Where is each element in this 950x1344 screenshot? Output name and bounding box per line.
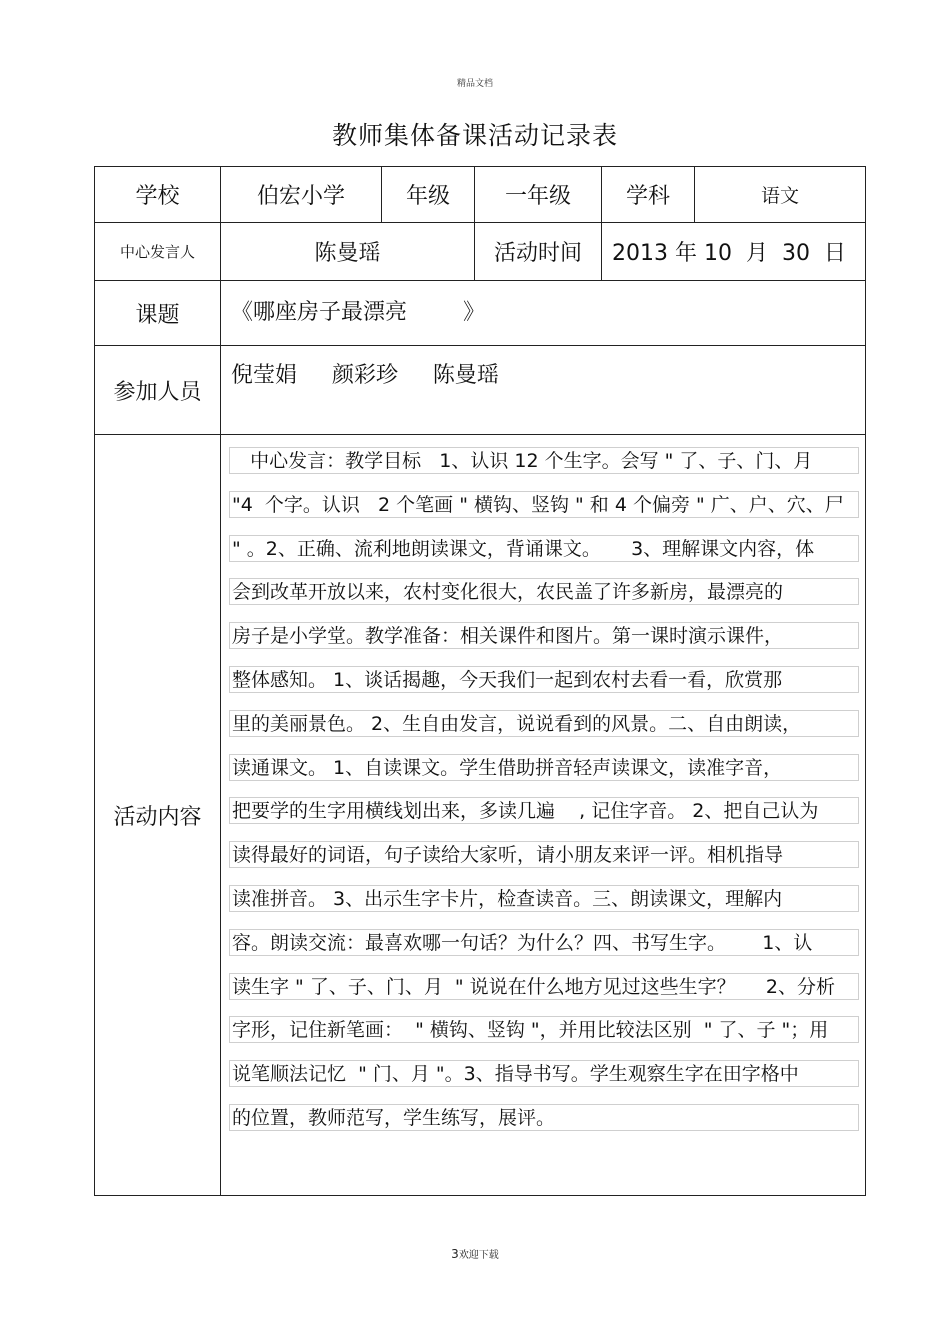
topic-value: 《哪座房子最漂亮 》 bbox=[231, 300, 485, 325]
grade-value: 一年级 bbox=[504, 184, 571, 209]
time-value: 2013 年 10 月 30 日 bbox=[612, 241, 846, 266]
content-line: 读生字 " 了、子、门、月 " 说说在什么地方见过这些生字？ 2、分析 bbox=[229, 973, 859, 1000]
content-line: 会到改革开放以来，农村变化很大，农民盖了许多新房，最漂亮的 bbox=[229, 578, 859, 605]
activity-content bbox=[229, 447, 859, 1148]
content-line: 中心发言：教学目标 1、认识 12 个生字。会写 " 了、子、门、月 bbox=[229, 447, 859, 474]
content-line: 的位置，教师范写，学生练写，展评。 bbox=[229, 1104, 859, 1131]
content-line: 里的美丽景色。 2、生自由发言，说说看到的风景。二、自由朗读， bbox=[229, 710, 859, 737]
grade-label: 年级 bbox=[405, 184, 450, 209]
header-note: 精品文档 bbox=[456, 79, 493, 89]
document-title: 教师集体备课活动记录表 bbox=[331, 121, 618, 150]
speaker-value: 陈曼瑶 bbox=[314, 241, 381, 266]
content-line: 读通课文。 1、自读课文。学生借助拼音轻声读课文，读准字音， bbox=[229, 754, 859, 781]
footer-text: 欢迎下载 bbox=[458, 1250, 499, 1261]
school-label: 学校 bbox=[135, 184, 180, 209]
content-line: 读准拼音。 3、出示生字卡片，检查读音。三、朗读课文，理解内 bbox=[229, 885, 859, 912]
speaker-label: 中心发言人 bbox=[119, 243, 195, 261]
content-line: 容。朗读交流：最喜欢哪一句话？为什么？四、书写生字。 1、认 bbox=[229, 929, 859, 956]
time-label: 活动时间 bbox=[493, 241, 582, 266]
content-line: "4 个字。认识 2 个笔画 " 横钩、竖钩 " 和 4 个偏旁 " 广、户、穴、尸 bbox=[229, 491, 859, 518]
participants-label: 参加人员 bbox=[113, 379, 202, 405]
content-line: 把要学的生字用横线划出来，多读几遍 , 记住字音。 2、把自己认为 bbox=[229, 797, 859, 824]
content-line: 字形，记住新笔画： " 横钩、竖钩 "，并用比较法区别 " 了、子 "；用 bbox=[229, 1016, 859, 1043]
content-label: 活动内容 bbox=[113, 804, 202, 830]
page-number: 3 bbox=[451, 1247, 459, 1261]
subject-value: 语文 bbox=[760, 185, 799, 207]
participants-value: 倪莹娟 颜彩珍 陈曼瑶 bbox=[231, 363, 499, 388]
topic-label: 课题 bbox=[135, 302, 180, 328]
content-line: 读得最好的词语，句子读给大家听，请小朋友来评一评。相机指导 bbox=[229, 841, 859, 868]
content-line: 房子是小学堂。教学准备：相关课件和图片。第一课时演示课件， bbox=[229, 622, 859, 649]
subject-label: 学科 bbox=[625, 184, 670, 209]
content-line: 整体感知。 1、谈话揭趣，今天我们一起到农村去看一看，欣赏那 bbox=[229, 666, 859, 693]
footer-note bbox=[0, 1246, 950, 1261]
content-line: 说笔顺法记忆 " 门、月 "。3、指导书写。学生观察生字在田字格中 bbox=[229, 1060, 859, 1087]
record-form-table bbox=[94, 166, 866, 1196]
content-line: " 。2、正确、流利地朗读课文，背诵课文。 3、理解课文内容，体 bbox=[229, 535, 859, 562]
school-value: 伯宏小学 bbox=[256, 184, 345, 209]
